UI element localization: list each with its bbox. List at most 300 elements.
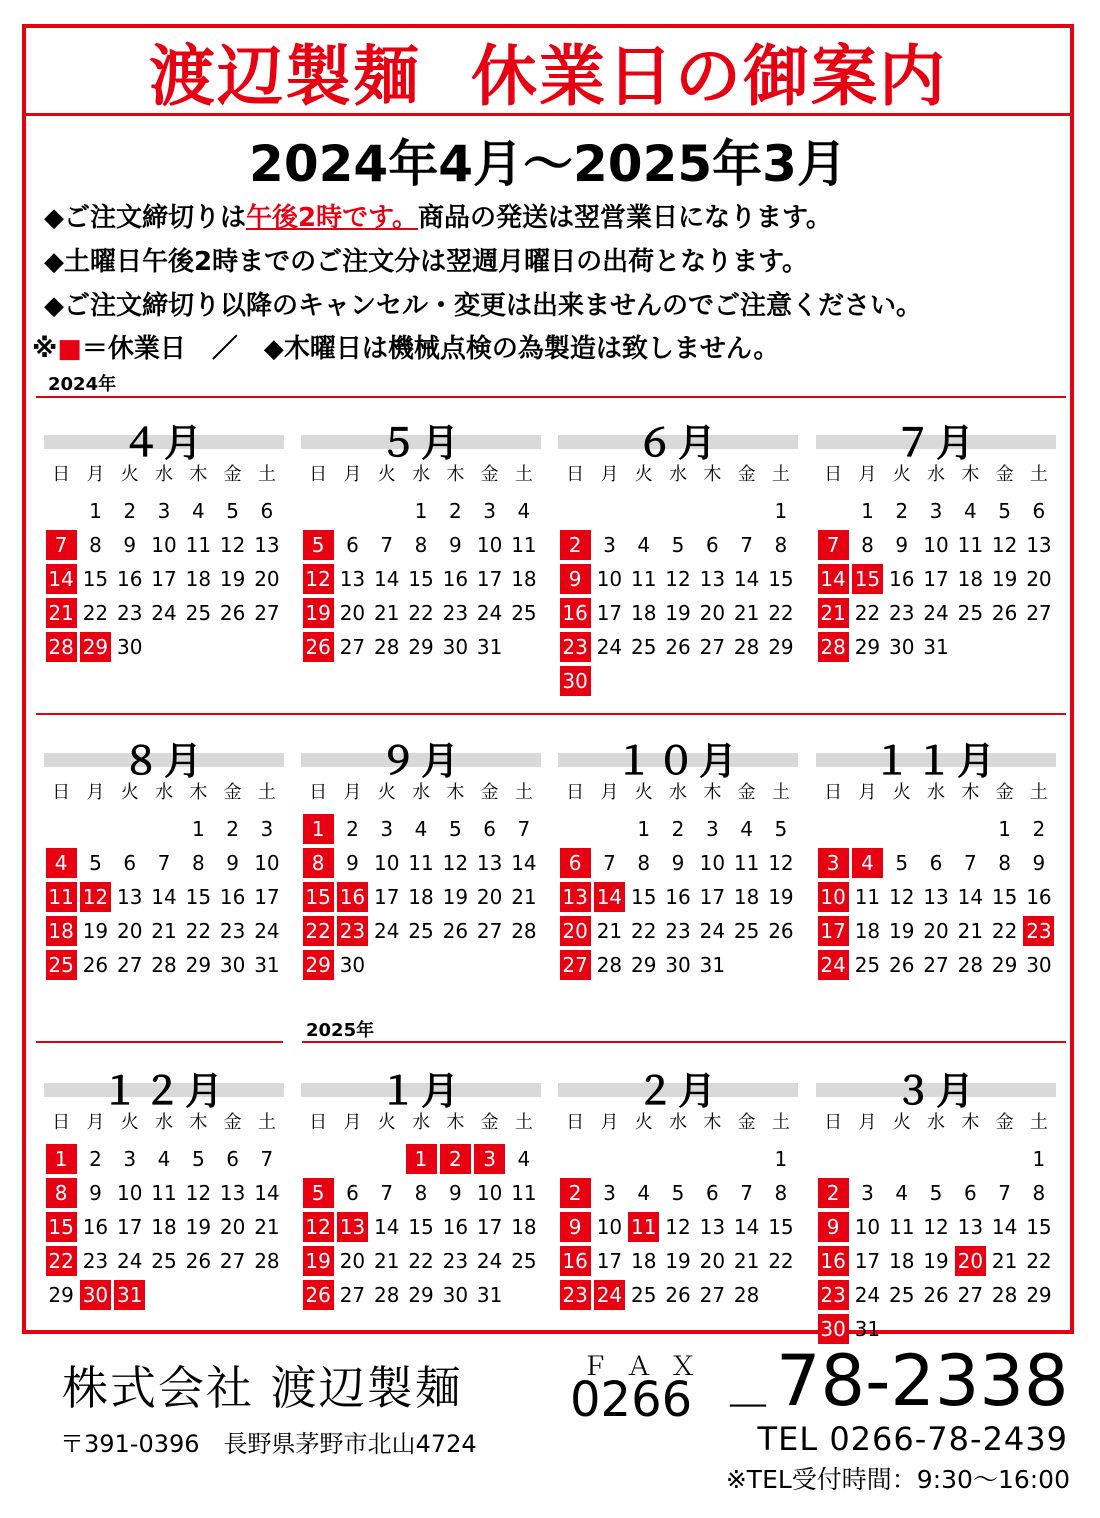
holiday-day: 3 [818, 848, 849, 878]
holiday-day: 19 [303, 598, 334, 628]
note-text: ◆ご注文締切りは [44, 203, 246, 233]
day-cell: 29 [1026, 1283, 1052, 1307]
day-cell: 8 [774, 1181, 788, 1205]
day-cell: 4 [191, 499, 205, 523]
holiday-day: 28 [818, 632, 849, 662]
day-cell: 24 [476, 601, 503, 625]
day-cell: 22 [185, 919, 212, 943]
weekday-label: 月 [600, 1112, 619, 1133]
holiday-day: 27 [560, 950, 591, 980]
day-cell: 19 [665, 1249, 691, 1273]
weekday-label: 木 [189, 1112, 208, 1133]
month-calendar [301, 418, 541, 664]
empty-cell [335, 494, 369, 528]
day-cell: 5 [671, 1181, 685, 1205]
day-cell: 21 [733, 1249, 760, 1273]
holiday-day: 13 [560, 882, 591, 912]
day-cell: 11 [733, 851, 760, 875]
day-cell: 12 [185, 1181, 212, 1205]
legend-text: ＝休業日 ／ ◆木曜日は機械点検の為製造は致しません。 [81, 334, 780, 364]
day-cell: 15 [768, 567, 794, 591]
day-cell: 25 [511, 601, 537, 625]
day-cell: 14 [151, 885, 177, 909]
day-cell: 1 [89, 499, 102, 523]
month-calendar [558, 418, 798, 698]
day-cell: 6 [1032, 499, 1046, 523]
month-calendar [44, 418, 284, 664]
day-cell: 12 [442, 851, 469, 875]
day-cell: 25 [185, 601, 212, 625]
weekday-label: 金 [480, 464, 499, 485]
month-header [558, 418, 798, 465]
day-cell: 28 [957, 953, 984, 977]
weekday-label: 土 [1029, 782, 1048, 803]
day-cell: 7 [740, 533, 753, 557]
day-cell: 22 [82, 601, 109, 625]
holiday-day: 9 [560, 1212, 591, 1242]
weekday-label: 金 [737, 1112, 756, 1133]
day-cell: 12 [665, 567, 691, 591]
holiday-day: 11 [46, 882, 77, 912]
day-cell: 13 [219, 1181, 246, 1205]
weekday-label: 水 [412, 464, 431, 485]
day-cell: 21 [596, 919, 623, 943]
day-cell: 11 [631, 567, 657, 591]
holiday-day: 20 [955, 1246, 986, 1276]
holiday-day: 30 [818, 1314, 849, 1344]
month-name: １０月 [614, 739, 741, 783]
day-cell: 1 [774, 1147, 788, 1171]
day-cell: 8 [861, 533, 874, 557]
year-label-2025: 2025年 [306, 1020, 375, 1041]
period-heading: 2024年4月～2025年3月 [249, 135, 847, 193]
day-cell: 11 [957, 533, 984, 557]
day-cell: 31 [476, 1283, 503, 1307]
day-cell: 17 [699, 885, 726, 909]
day-cell: 19 [82, 919, 109, 943]
holiday-day: 15 [852, 564, 883, 594]
day-cell: 31 [923, 635, 949, 659]
day-cell: 28 [733, 1283, 760, 1307]
weekday-label: 水 [669, 1112, 688, 1133]
holiday-day: 29 [303, 950, 334, 980]
holiday-day: 18 [46, 916, 77, 946]
day-cell: 24 [699, 919, 726, 943]
tel-hours: ※TEL受付時間：9:30～16:00 [725, 1465, 1070, 1494]
empty-cell [44, 812, 78, 846]
holiday-day: 30 [560, 666, 591, 696]
month-calendar [44, 736, 284, 982]
day-cell: 10 [596, 1215, 623, 1239]
day-cell: 7 [157, 851, 171, 875]
empty-cell [816, 812, 850, 846]
weekday-label: 火 [120, 782, 139, 803]
holiday-square-icon: ■ [57, 334, 82, 364]
weekday-label: 水 [927, 1112, 946, 1133]
day-cell: 5 [226, 499, 239, 523]
weekday-label: 木 [961, 464, 980, 485]
day-cell: 9 [448, 533, 462, 557]
day-cell: 10 [923, 533, 949, 557]
day-cell: 14 [991, 1215, 1018, 1239]
weekday-label: 水 [155, 464, 174, 485]
empty-cell [558, 812, 592, 846]
day-cell: 8 [89, 533, 102, 557]
day-cell: 18 [957, 567, 984, 591]
day-cell: 30 [117, 635, 143, 659]
weekday-label: 金 [480, 782, 499, 803]
legend [32, 328, 779, 365]
day-cell: 1 [637, 817, 651, 841]
weekday-label: 土 [514, 1112, 533, 1133]
empty-cell [370, 494, 404, 528]
day-cell: 26 [889, 953, 915, 977]
day-cell: 16 [665, 885, 691, 909]
holiday-day: 5 [303, 1178, 334, 1208]
weekday-label: 火 [120, 1112, 139, 1133]
page-title: 渡辺製麺 休業日の御案内 [149, 38, 947, 115]
holiday-day: 13 [337, 1212, 368, 1242]
empty-cell [661, 494, 695, 528]
day-cell: 20 [699, 1249, 726, 1273]
day-cell: 22 [408, 601, 434, 625]
day-cell: 12 [991, 533, 1018, 557]
weekday-label: 日 [309, 1112, 328, 1133]
month-calendar [301, 1066, 541, 1312]
day-cell: 10 [374, 851, 400, 875]
weekday-label: 月 [858, 782, 877, 803]
day-cell: 20 [476, 885, 503, 909]
year-label-2024: 2024年 [48, 374, 117, 395]
day-grid [301, 778, 541, 982]
day-cell: 18 [408, 885, 434, 909]
day-cell: 20 [117, 919, 143, 943]
weekday-label: 木 [446, 782, 465, 803]
empty-cell [695, 494, 729, 528]
month-header [816, 418, 1056, 465]
empty-cell [301, 1142, 335, 1176]
holiday-day: 16 [818, 1246, 849, 1276]
weekday-label: 金 [480, 1112, 499, 1133]
empty-cell [919, 812, 953, 846]
weekday-label: 火 [892, 1112, 911, 1133]
day-cell: 29 [631, 953, 657, 977]
weekday-label: 月 [343, 464, 362, 485]
holiday-day: 9 [560, 564, 591, 594]
empty-cell [661, 1142, 695, 1176]
weekday-label: 土 [1029, 1112, 1048, 1133]
day-cell: 14 [511, 851, 537, 875]
day-cell: 6 [226, 1147, 239, 1171]
day-cell: 13 [957, 1215, 984, 1239]
day-cell: 6 [963, 1181, 977, 1205]
day-cell: 4 [157, 1147, 171, 1171]
holiday-day: 10 [818, 882, 849, 912]
holiday-day: 23 [560, 1280, 591, 1310]
empty-cell [370, 1142, 404, 1176]
day-cell: 14 [374, 567, 400, 591]
company-address: 〒391-0396 長野県茅野市北山4724 [60, 1430, 477, 1458]
day-cell: 6 [123, 851, 137, 875]
day-cell: 24 [374, 919, 400, 943]
day-cell: 5 [89, 851, 102, 875]
day-cell: 10 [151, 533, 177, 557]
day-cell: 30 [339, 953, 366, 977]
day-cell: 1 [998, 817, 1011, 841]
weekday-label: 水 [155, 782, 174, 803]
day-grid [44, 778, 284, 982]
divider [302, 1041, 1066, 1043]
weekday-label: 日 [824, 1112, 843, 1133]
day-cell: 25 [151, 1249, 177, 1273]
day-cell: 21 [374, 1249, 400, 1273]
day-cell: 27 [339, 1283, 366, 1307]
empty-cell [147, 812, 181, 846]
day-cell: 15 [768, 1215, 794, 1239]
day-cell: 11 [408, 851, 434, 875]
day-cell: 16 [117, 567, 143, 591]
month-name: ２月 [635, 1069, 720, 1113]
empty-cell [592, 494, 626, 528]
day-cell: 14 [957, 885, 984, 909]
weekday-label: 水 [412, 782, 431, 803]
day-grid [44, 1108, 284, 1312]
weekday-label: 土 [1029, 464, 1048, 485]
day-cell: 3 [380, 817, 394, 841]
weekday-label: 火 [892, 782, 911, 803]
day-cell: 24 [476, 1249, 503, 1273]
day-cell: 2 [671, 817, 685, 841]
day-cell: 8 [1032, 1181, 1046, 1205]
day-cell: 4 [895, 1181, 909, 1205]
day-cell: 15 [1026, 1215, 1052, 1239]
weekday-label: 火 [377, 782, 396, 803]
weekday-label: 日 [52, 782, 71, 803]
month-header [44, 736, 284, 783]
day-cell: 27 [699, 635, 726, 659]
weekday-label: 日 [824, 782, 843, 803]
month-calendar [558, 736, 798, 982]
weekday-label: 土 [514, 782, 533, 803]
day-cell: 5 [998, 499, 1011, 523]
holiday-day: 23 [337, 916, 368, 946]
day-cell: 23 [665, 919, 691, 943]
day-cell: 11 [511, 533, 537, 557]
weekday-label: 火 [120, 464, 139, 485]
day-cell: 26 [219, 601, 246, 625]
day-cell: 28 [511, 919, 537, 943]
day-cell: 25 [957, 601, 984, 625]
holiday-day: 1 [406, 1144, 437, 1174]
weekday-label: 火 [634, 1112, 653, 1133]
day-cell: 2 [448, 499, 462, 523]
holiday-day: 11 [628, 1212, 659, 1242]
day-cell: 30 [442, 1283, 469, 1307]
day-cell: 6 [705, 1181, 719, 1205]
holiday-day: 2 [560, 530, 591, 560]
weekday-label: 土 [257, 464, 276, 485]
day-cell: 17 [374, 885, 400, 909]
day-cell: 25 [733, 919, 760, 943]
month-header [816, 1066, 1056, 1113]
day-cell: 12 [219, 533, 246, 557]
weekday-label: 水 [669, 464, 688, 485]
holiday-day: 4 [852, 848, 883, 878]
day-cell: 29 [854, 635, 881, 659]
day-cell: 7 [603, 851, 616, 875]
month-header [301, 736, 541, 783]
weekday-label: 火 [377, 1112, 396, 1133]
day-cell: 30 [442, 635, 469, 659]
day-cell: 24 [117, 1249, 143, 1273]
day-cell: 28 [374, 1283, 400, 1307]
weekday-label: 水 [155, 1112, 174, 1133]
day-cell: 10 [476, 1181, 503, 1205]
empty-cell [335, 1142, 369, 1176]
day-cell: 31 [254, 953, 280, 977]
day-cell: 1 [414, 499, 428, 523]
day-cell: 8 [414, 533, 428, 557]
empty-cell [113, 812, 147, 846]
day-cell: 18 [511, 567, 537, 591]
weekday-label: 日 [566, 782, 585, 803]
day-cell: 28 [254, 1249, 280, 1273]
note-text: ◆土曜日午後2時までのご注文分は翌週月曜日の出荷となります。 [44, 247, 809, 277]
day-cell: 8 [774, 533, 788, 557]
day-cell: 21 [511, 885, 537, 909]
weekday-label: 木 [446, 464, 465, 485]
legend-prefix: ※ [32, 334, 58, 364]
day-cell: 29 [991, 953, 1018, 977]
empty-cell [850, 1142, 884, 1176]
fax-area-code: 0266 [570, 1372, 693, 1428]
holiday-day: 23 [1023, 916, 1054, 946]
day-cell: 5 [774, 817, 788, 841]
day-cell: 8 [414, 1181, 428, 1205]
weekday-label: 木 [703, 464, 722, 485]
day-cell: 10 [117, 1181, 143, 1205]
day-cell: 7 [963, 851, 977, 875]
empty-cell [816, 1142, 850, 1176]
holiday-day: 7 [46, 530, 77, 560]
weekday-label: 木 [703, 1112, 722, 1133]
day-cell: 5 [448, 817, 462, 841]
day-cell: 22 [768, 601, 794, 625]
day-cell: 26 [768, 919, 794, 943]
day-cell: 20 [923, 919, 949, 943]
day-cell: 9 [1032, 851, 1046, 875]
empty-cell [44, 494, 78, 528]
note-text: ◆ご注文締切り以降のキャンセル・変更は出来ませんのでご注意ください。 [44, 291, 922, 321]
day-cell: 7 [380, 1181, 394, 1205]
weekday-label: 土 [514, 464, 533, 485]
weekday-label: 日 [824, 464, 843, 485]
weekday-label: 日 [309, 464, 328, 485]
day-cell: 3 [705, 817, 719, 841]
day-cell: 19 [665, 601, 691, 625]
holiday-day: 21 [46, 598, 77, 628]
day-cell: 2 [895, 499, 909, 523]
month-name: １１月 [872, 739, 999, 783]
weekday-label: 月 [86, 1112, 105, 1133]
holiday-day: 24 [818, 950, 849, 980]
day-cell: 12 [665, 1215, 691, 1239]
empty-cell [953, 812, 987, 846]
day-cell: 17 [854, 1249, 881, 1273]
day-cell: 4 [637, 1181, 651, 1205]
fax-number: 78-2338 [776, 1340, 1069, 1422]
month-calendar [816, 1066, 1056, 1346]
day-cell: 3 [157, 499, 171, 523]
day-cell: 1 [774, 499, 788, 523]
weekday-label: 金 [995, 464, 1014, 485]
empty-cell [558, 494, 592, 528]
divider [36, 396, 1066, 398]
weekday-label: 木 [189, 464, 208, 485]
day-cell: 21 [991, 1249, 1018, 1273]
day-cell: 20 [339, 1249, 366, 1273]
day-cell: 28 [151, 953, 177, 977]
day-cell: 27 [476, 919, 503, 943]
holiday-day: 30 [80, 1280, 111, 1310]
empty-cell [987, 1142, 1021, 1176]
day-cell: 13 [699, 1215, 726, 1239]
day-cell: 26 [185, 1249, 212, 1273]
day-cell: 22 [991, 919, 1018, 943]
weekday-label: 日 [566, 464, 585, 485]
day-grid [558, 1108, 798, 1312]
day-grid [816, 1108, 1056, 1346]
day-cell: 23 [219, 919, 246, 943]
fax-label: ＦＡＸ [582, 1352, 715, 1382]
weekday-label: 木 [446, 1112, 465, 1133]
note-item [44, 196, 922, 240]
day-cell: 25 [511, 1249, 537, 1273]
day-cell: 15 [408, 567, 434, 591]
day-cell: 16 [442, 567, 469, 591]
day-cell: 17 [596, 601, 623, 625]
day-cell: 18 [733, 885, 760, 909]
holiday-day: 1 [303, 814, 334, 844]
day-cell: 2 [1032, 817, 1046, 841]
day-cell: 13 [476, 851, 503, 875]
weekday-label: 土 [771, 782, 790, 803]
day-grid [558, 778, 798, 982]
holiday-day: 20 [560, 916, 591, 946]
day-cell: 4 [963, 499, 977, 523]
month-name: ３月 [893, 1069, 978, 1113]
day-cell: 27 [339, 635, 366, 659]
day-cell: 21 [254, 1215, 280, 1239]
day-cell: 30 [665, 953, 691, 977]
month-calendar [44, 1066, 284, 1312]
day-cell: 22 [408, 1249, 434, 1273]
day-cell: 10 [596, 567, 623, 591]
weekday-label: 月 [858, 1112, 877, 1133]
weekday-label: 月 [343, 1112, 362, 1133]
day-cell: 27 [254, 601, 280, 625]
day-cell: 5 [929, 1181, 943, 1205]
company-name: 株式会社 渡辺製麺 [62, 1361, 463, 1415]
day-cell: 29 [48, 1283, 74, 1307]
weekday-label: 月 [858, 464, 877, 485]
weekday-label: 土 [771, 464, 790, 485]
month-header [558, 736, 798, 783]
empty-cell [627, 494, 661, 528]
day-cell: 10 [854, 1215, 881, 1239]
month-name: ７月 [893, 421, 978, 465]
month-header [44, 1066, 284, 1113]
